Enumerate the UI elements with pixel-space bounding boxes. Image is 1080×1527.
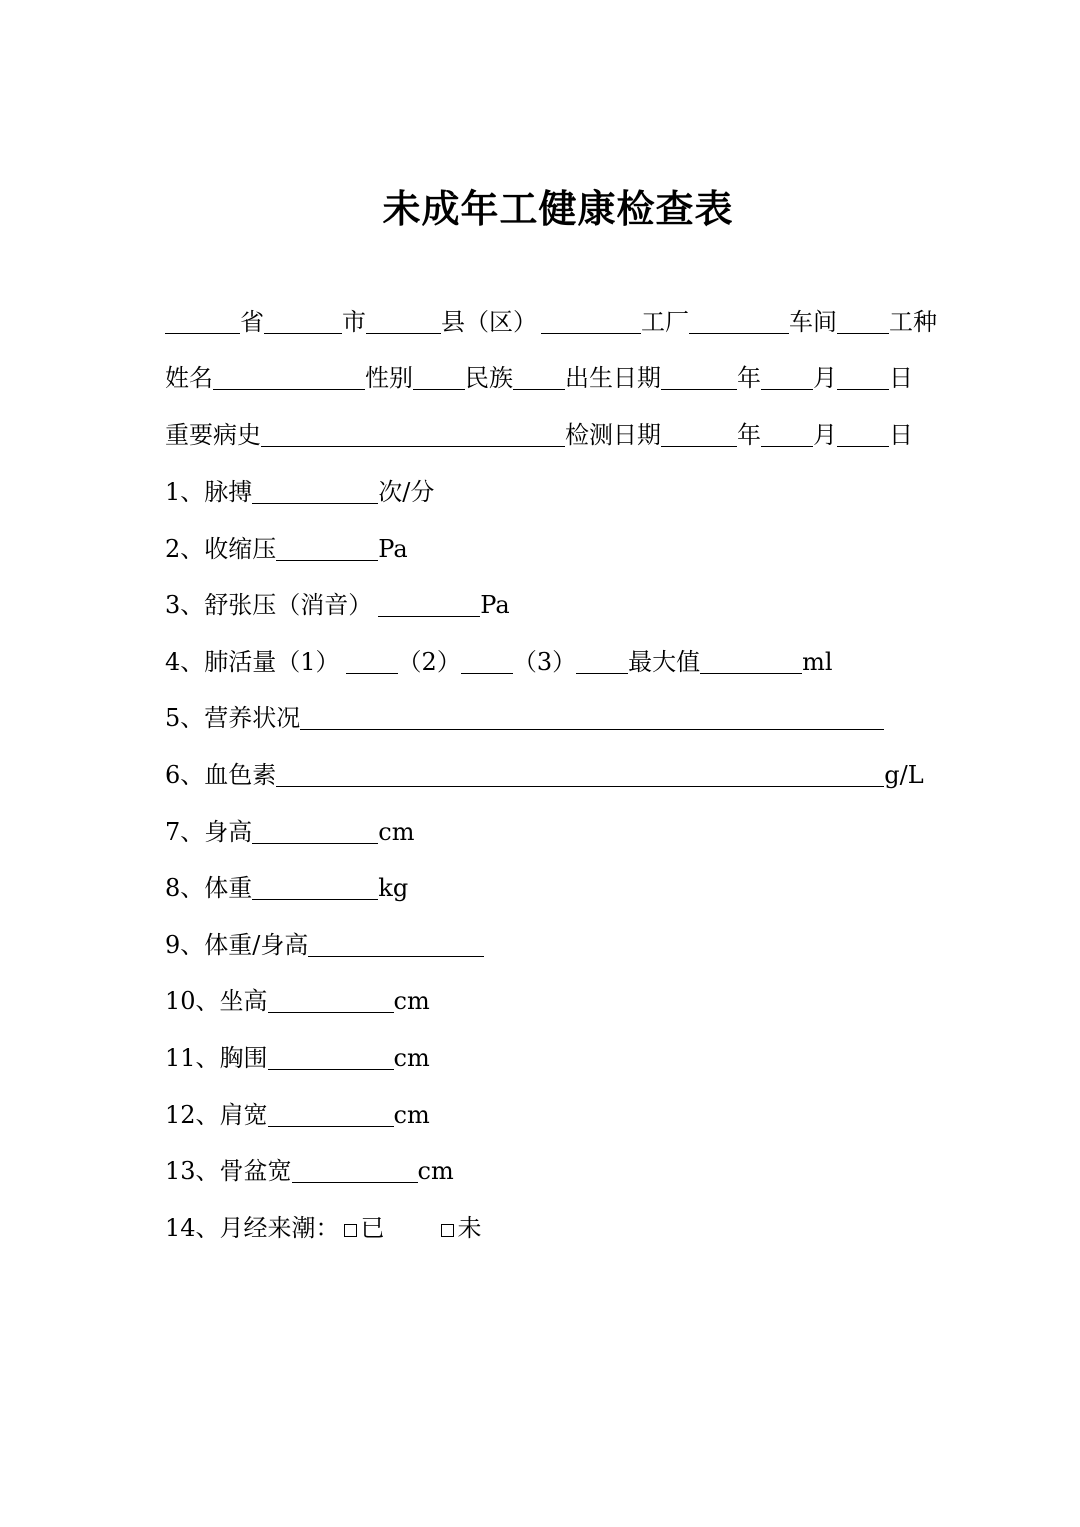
history-row	[165, 415, 913, 455]
nutrition-row	[165, 698, 884, 738]
birth-month-label: 月	[813, 364, 837, 392]
height-unit: cm	[378, 818, 415, 846]
systolic-field[interactable]	[276, 533, 378, 561]
workshop-field[interactable]	[689, 306, 789, 334]
nutrition-label: 5、营养状况	[165, 704, 301, 732]
weight-unit: kg	[378, 874, 409, 902]
exam-day-label: 日	[889, 421, 913, 449]
factory-label: 工厂	[641, 308, 689, 336]
exam-day-field[interactable]	[837, 419, 889, 447]
menarche-yes-checkbox[interactable]	[344, 1224, 357, 1237]
ethnicity-label: 民族	[465, 364, 513, 392]
pelvis-label: 13、骨盆宽	[165, 1157, 292, 1185]
height-row	[165, 812, 414, 852]
city-field[interactable]	[264, 306, 342, 334]
systolic-row	[165, 529, 408, 569]
vital-capacity-unit: ml	[802, 648, 833, 676]
birth-day-label: 日	[889, 364, 913, 392]
sitting-height-unit: cm	[393, 987, 430, 1015]
vital-capacity-2-field[interactable]	[461, 646, 513, 674]
name-field[interactable]	[213, 362, 365, 390]
diastolic-field[interactable]	[378, 589, 480, 617]
county-field[interactable]	[366, 306, 441, 334]
weight-label: 8、体重	[165, 874, 253, 902]
pulse-row	[165, 472, 434, 512]
birth-day-field[interactable]	[837, 362, 889, 390]
exam-date-label: 检测日期	[565, 421, 661, 449]
pulse-label: 1、脉搏	[165, 478, 253, 506]
weight-height-ratio-field[interactable]	[308, 929, 484, 957]
birth-date-label: 出生日期	[565, 364, 661, 392]
diastolic-label: 3、舒张压（消音）	[165, 591, 373, 619]
birth-year-field[interactable]	[661, 362, 737, 390]
province-field[interactable]	[165, 306, 240, 334]
ethnicity-field[interactable]	[513, 362, 565, 390]
exam-month-label: 月	[813, 421, 837, 449]
chest-label: 11、胸围	[165, 1044, 268, 1072]
vital-capacity-2-label: （2）	[397, 648, 461, 676]
vital-capacity-3-field[interactable]	[576, 646, 628, 674]
systolic-unit: Pa	[378, 535, 408, 563]
weight-field[interactable]	[252, 872, 378, 900]
factory-field[interactable]	[541, 306, 641, 334]
height-field[interactable]	[252, 816, 378, 844]
exam-year-field[interactable]	[661, 419, 737, 447]
shoulder-row	[165, 1095, 430, 1135]
name-label: 姓名	[165, 364, 213, 392]
pelvis-row	[165, 1151, 454, 1191]
diastolic-row	[165, 585, 510, 625]
sitting-height-field[interactable]	[268, 985, 394, 1013]
max-value-label: 最大值	[628, 648, 701, 676]
page-title: 未成年工健康检查表	[382, 187, 734, 231]
systolic-label: 2、收缩压	[165, 535, 277, 563]
menarche-yes-label: 已	[360, 1214, 385, 1242]
hemoglobin-label: 6、血色素	[165, 761, 277, 789]
nutrition-field[interactable]	[300, 702, 884, 730]
pelvis-field[interactable]	[292, 1155, 418, 1183]
province-label: 省	[240, 308, 264, 336]
job-type-label: 工种	[889, 308, 937, 336]
birth-month-field[interactable]	[761, 362, 813, 390]
menarche-no-checkbox[interactable]	[441, 1224, 454, 1237]
vital-capacity-row	[165, 642, 833, 682]
weight-row	[165, 868, 408, 908]
vital-capacity-1-field[interactable]	[346, 646, 398, 674]
job-type-field[interactable]	[837, 306, 889, 334]
hemoglobin-field[interactable]	[276, 759, 884, 787]
city-label: 市	[342, 308, 366, 336]
menarche-label: 14、月经来潮：	[165, 1214, 340, 1242]
chest-field[interactable]	[268, 1042, 394, 1070]
workshop-label: 车间	[789, 308, 837, 336]
diastolic-unit: Pa	[480, 591, 510, 619]
gender-label: 性别	[365, 364, 413, 392]
pelvis-unit: cm	[417, 1157, 454, 1185]
sitting-height-label: 10、坐高	[165, 987, 268, 1015]
hemoglobin-row	[165, 755, 924, 795]
menarche-no-label: 未	[457, 1214, 482, 1242]
personal-info-row	[165, 358, 913, 398]
birth-year-label: 年	[737, 364, 761, 392]
max-value-field[interactable]	[700, 646, 802, 674]
pulse-unit: 次/分	[378, 478, 435, 506]
hemoglobin-unit: g/L	[884, 761, 924, 789]
exam-year-label: 年	[737, 421, 761, 449]
pulse-field[interactable]	[252, 476, 378, 504]
weight-height-ratio-row	[165, 925, 484, 965]
menarche-row	[165, 1208, 482, 1248]
shoulder-unit: cm	[393, 1101, 430, 1129]
shoulder-label: 12、肩宽	[165, 1101, 268, 1129]
vital-capacity-label: 4、肺活量（1）	[165, 648, 340, 676]
height-label: 7、身高	[165, 818, 253, 846]
chest-row	[165, 1038, 430, 1078]
medical-history-field[interactable]	[261, 419, 565, 447]
sitting-height-row	[165, 981, 430, 1021]
location-row	[165, 302, 937, 342]
medical-history-label: 重要病史	[165, 421, 261, 449]
chest-unit: cm	[393, 1044, 430, 1072]
county-label: 县（区）	[441, 308, 537, 336]
exam-month-field[interactable]	[761, 419, 813, 447]
shoulder-field[interactable]	[268, 1099, 394, 1127]
gender-field[interactable]	[413, 362, 465, 390]
weight-height-ratio-label: 9、体重/身高	[165, 931, 309, 959]
vital-capacity-3-label: （3）	[512, 648, 577, 676]
